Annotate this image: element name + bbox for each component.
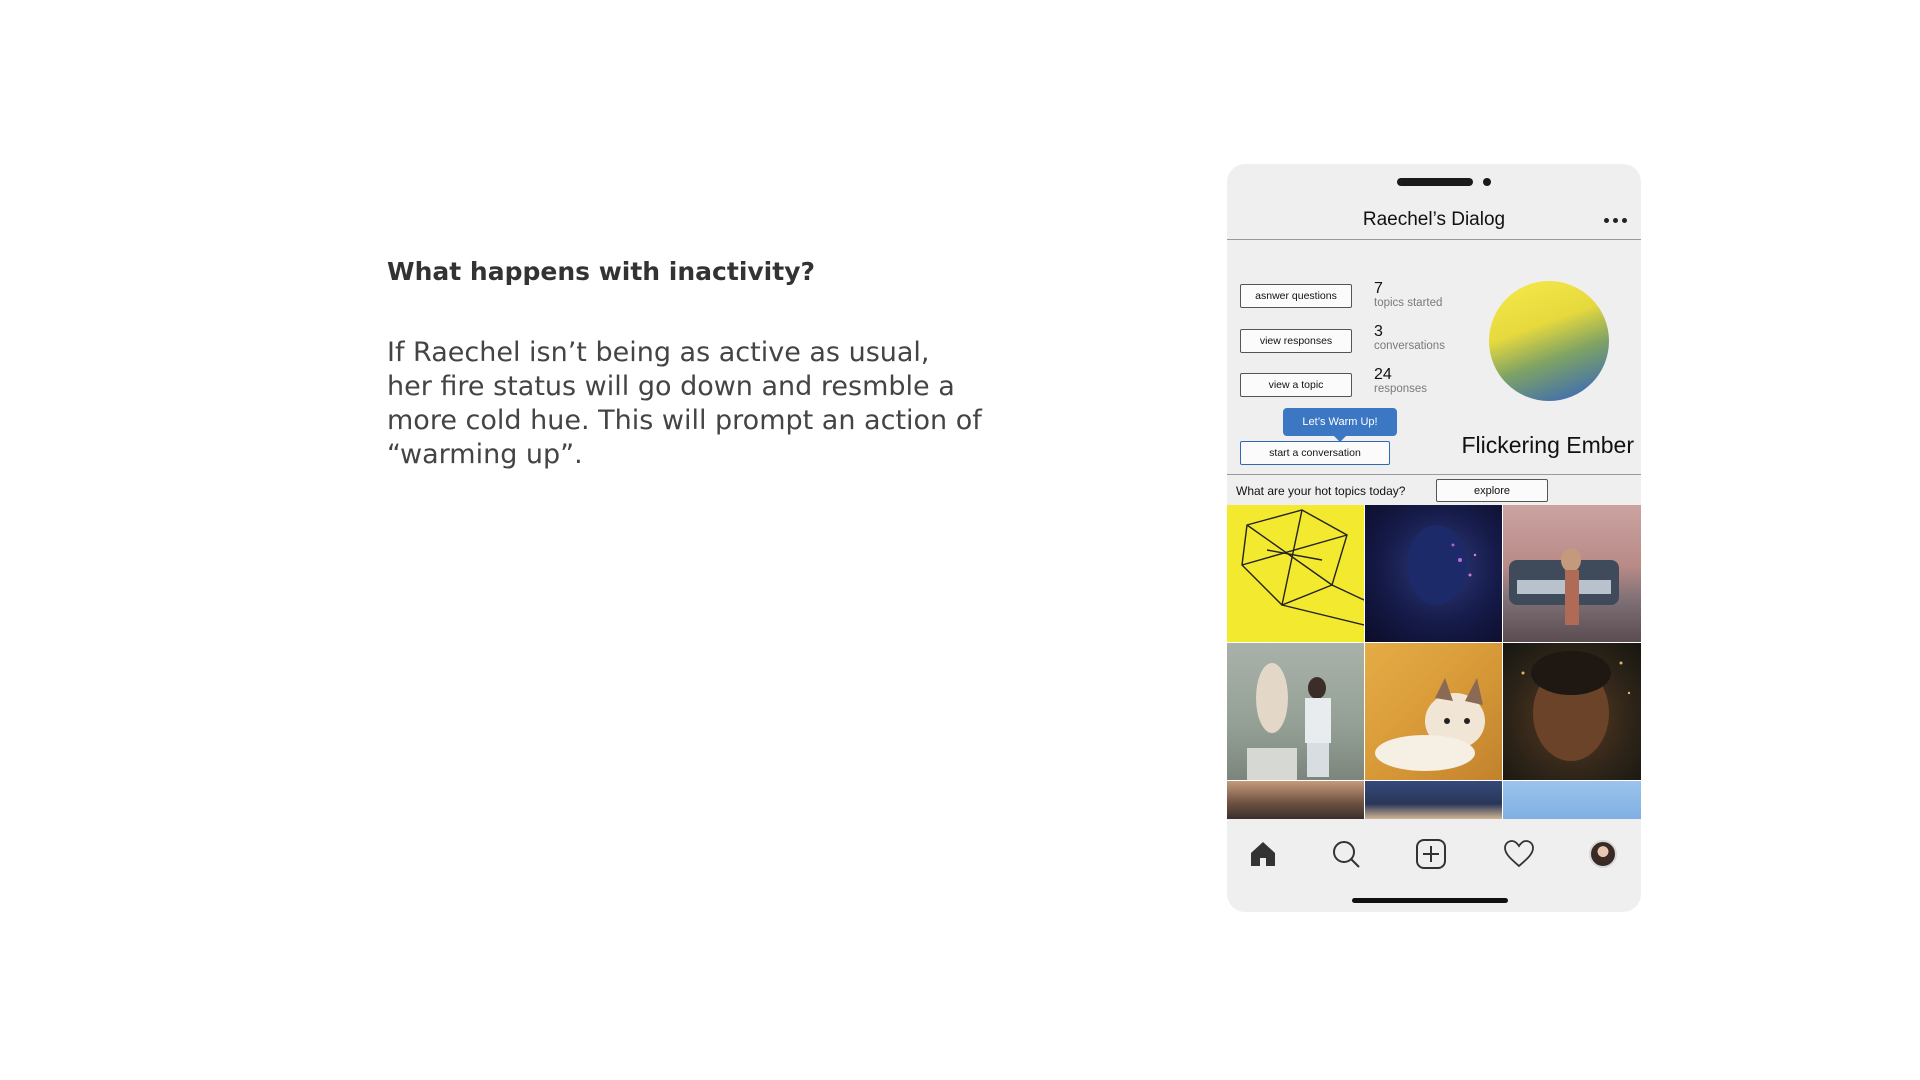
- header-divider: [1227, 239, 1641, 240]
- body-line: If Raechel isn’t being as active as usual,: [387, 337, 930, 368]
- stat-label: topics started: [1374, 297, 1443, 309]
- stat-topics: [1374, 281, 1442, 310]
- body-line: her fire status will go down and resmble a: [387, 371, 955, 402]
- phone-mockup: [1227, 164, 1641, 912]
- slide-body: [387, 336, 987, 472]
- photo-thumbnail[interactable]: [1365, 505, 1502, 642]
- camera-dot: [1483, 178, 1491, 186]
- photo-thumbnail[interactable]: [1503, 643, 1641, 780]
- search-icon[interactable]: [1330, 838, 1362, 870]
- explore-button[interactable]: explore: [1436, 479, 1548, 502]
- photo-thumbnail[interactable]: [1227, 505, 1364, 642]
- photo-thumbnail[interactable]: [1503, 505, 1641, 642]
- portrait-glitter-image: [1365, 505, 1502, 642]
- photo-thumbnail[interactable]: [1227, 643, 1364, 780]
- geometric-sculpture-image: [1227, 505, 1364, 642]
- answer-questions-button[interactable]: asnwer questions: [1240, 284, 1352, 308]
- portrait-boy-image: [1503, 643, 1641, 780]
- slide-heading: What happens with inactivity?: [387, 257, 816, 286]
- body-line: more cold hue. This will prompt an action of: [387, 405, 982, 436]
- page-title: Raechel’s Dialog: [1362, 209, 1506, 230]
- stat-label: responses: [1374, 383, 1428, 395]
- stat-conversations: [1374, 324, 1445, 353]
- fire-status-name: Flickering Ember: [1461, 432, 1634, 458]
- stat-label: conversations: [1374, 340, 1445, 352]
- avatar: [1589, 840, 1617, 868]
- kitten-image: [1365, 643, 1502, 780]
- woman-car-image: [1503, 505, 1641, 642]
- view-topic-button[interactable]: view a topic: [1240, 373, 1352, 397]
- home-indicator: [1352, 898, 1508, 903]
- stat-value: 7: [1374, 280, 1383, 297]
- heart-icon[interactable]: [1503, 838, 1535, 870]
- tab-bar: [1227, 834, 1641, 874]
- stat-value: 24: [1374, 366, 1392, 383]
- warm-up-prompt[interactable]: Let’s Warm Up!: [1283, 408, 1397, 436]
- section-divider: [1227, 474, 1641, 475]
- ellipsis-icon[interactable]: [1604, 218, 1627, 223]
- statue-woman-image: [1227, 643, 1364, 780]
- profile-avatar[interactable]: [1587, 838, 1619, 870]
- body-line: “warming up”.: [387, 439, 583, 470]
- view-responses-button[interactable]: view responses: [1240, 329, 1352, 353]
- stat-value: 3: [1374, 323, 1383, 340]
- photo-thumbnail[interactable]: [1365, 781, 1502, 819]
- fire-status-orb: [1489, 281, 1609, 401]
- photo-thumbnail[interactable]: [1365, 643, 1502, 780]
- photo-thumbnail[interactable]: [1227, 781, 1364, 819]
- stat-responses: [1374, 367, 1427, 396]
- photo-thumbnail[interactable]: [1503, 781, 1641, 819]
- speaker-grille: [1397, 178, 1473, 186]
- add-icon[interactable]: [1415, 838, 1447, 870]
- home-icon[interactable]: [1247, 838, 1279, 870]
- photo-grid: [1227, 505, 1641, 819]
- hot-topics-question: What are your hot topics today?: [1236, 484, 1406, 498]
- start-conversation-button[interactable]: start a conversation: [1240, 441, 1390, 465]
